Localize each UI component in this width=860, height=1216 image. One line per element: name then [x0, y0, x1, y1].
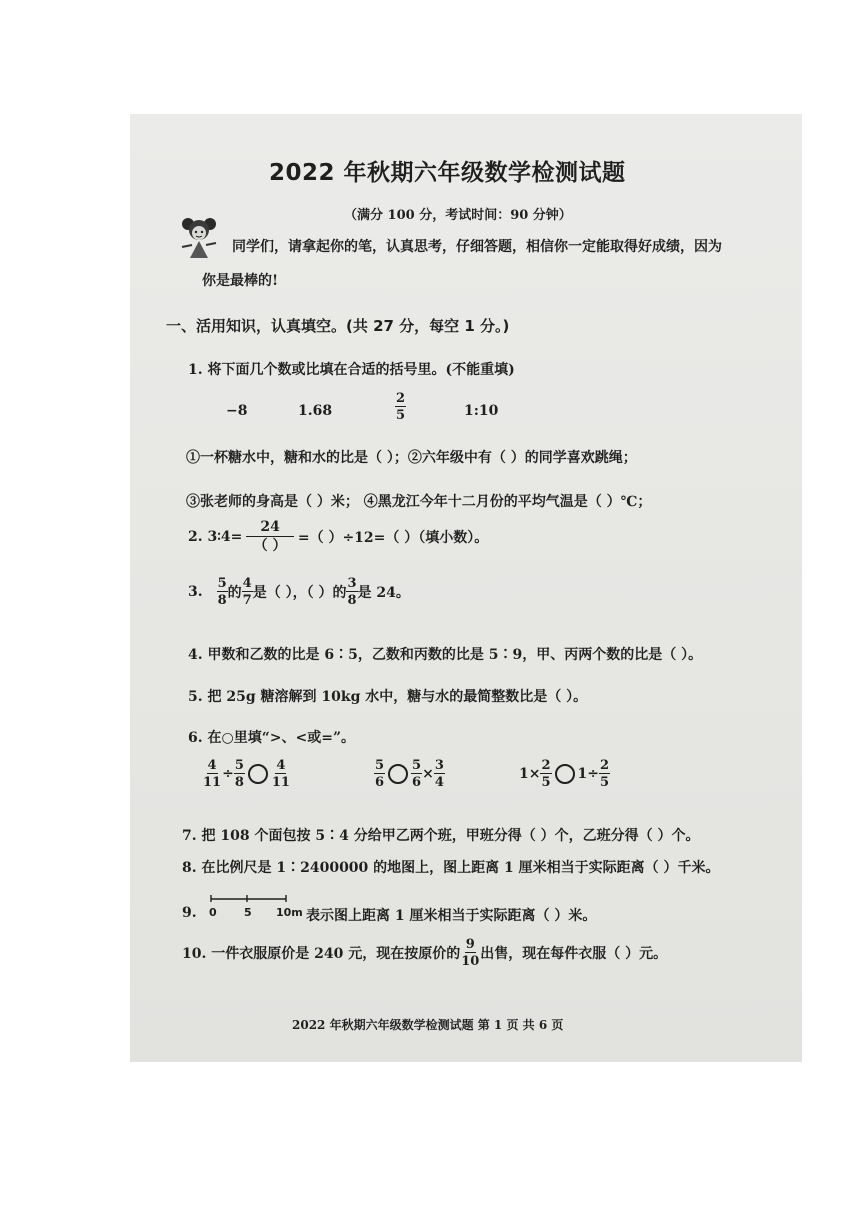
q2-fraction-numerator: 24	[246, 520, 293, 537]
fraction-numerator: 2	[541, 758, 551, 773]
ruler-label: 5	[244, 906, 252, 919]
fraction-denominator: 6	[375, 775, 385, 790]
q5-text: 5. 把 25g 糖溶解到 10kg 水中，糖与水的最简整数比是（ ）。	[188, 689, 588, 705]
q4-text: 4. 甲数和乙数的比是 6∶5，乙数和丙数的比是 5∶9，甲、丙两个数的比是（ ）。	[188, 647, 703, 663]
operator: ÷	[222, 766, 234, 782]
q3-prefix: 3.	[188, 584, 203, 600]
fraction-denominator: 8	[347, 593, 357, 608]
q1-text: 1. 将下面几个数或比填在合适的括号里。(不能重填)	[188, 362, 515, 378]
q1-option: 1.68	[298, 403, 333, 419]
q10-prefix: 10. 一件衣服原价是 240 元，现在按原价的	[182, 946, 461, 962]
fraction-numerator: 5	[234, 758, 244, 773]
q3-line	[188, 577, 410, 607]
fraction-denominator: 11	[271, 775, 290, 790]
cartoon-girl-icon	[178, 214, 220, 260]
fraction-denominator: 6	[412, 775, 422, 790]
q10-suffix: 出售，现在每件衣服（ ）元。	[480, 946, 668, 962]
q1-line-a: ①一杯糖水中，糖和水的比是（ ）；②六年级中有（ ）的同学喜欢跳绳；	[186, 450, 637, 466]
fraction-numerator: 4	[276, 758, 286, 773]
q1-option: −8	[226, 403, 248, 419]
q6-expression-2	[374, 759, 445, 789]
q8-text: 8. 在比例尺是 1∶2400000 的地图上，图上距离 1 厘米相当于实际距离（ ）千米。	[182, 860, 720, 876]
fraction-denominator: 8	[234, 775, 244, 790]
fraction-numerator: 2	[600, 758, 610, 773]
exam-sheet	[130, 114, 802, 1062]
section-1-title: 一、活用知识，认真填空。(共 27 分，每空 1 分。)	[166, 317, 510, 335]
q1-option: 1:10	[464, 403, 499, 419]
q2-prefix: 2. 3∶4=	[188, 528, 243, 545]
fraction-denominator: 5	[396, 408, 406, 423]
page-footer: 2022 年秋期六年级数学检测试题 第 1 页 共 6 页	[292, 1018, 564, 1032]
fraction-numerator: 5	[412, 758, 422, 773]
page-title: 2022 年秋期六年级数学检测试题	[269, 160, 626, 186]
scale-ruler-icon	[208, 895, 290, 903]
expression-text: 1÷	[577, 766, 600, 782]
q9-prefix: 9.	[182, 905, 197, 921]
fraction-numerator: 9	[465, 937, 475, 952]
fraction-numerator: 5	[375, 758, 385, 773]
fraction-denominator: 10	[461, 954, 480, 969]
fraction-numerator: 3	[434, 758, 444, 773]
fraction-denominator: 11	[203, 775, 222, 790]
compare-circle-blank[interactable]	[555, 764, 575, 784]
q3-text: 是（ ），（ ）的	[252, 585, 347, 601]
compare-circle-blank[interactable]	[388, 764, 408, 784]
q3-text: 的	[227, 585, 242, 601]
ruler-label: 10m	[276, 906, 303, 919]
q2-fraction-denominator: （ ）	[253, 538, 287, 554]
q6-text: 6. 在○里填“>、<或=”。	[188, 730, 356, 746]
fraction-denominator: 5	[541, 775, 551, 790]
q2-suffix: =（ ）÷12=（ ）（填小数）。	[297, 529, 489, 546]
q10-line	[182, 938, 667, 968]
exam-subtitle: （满分 100 分，考试时间：90 分钟）	[344, 208, 572, 223]
fraction-numerator: 4	[207, 758, 217, 773]
fraction-denominator: 8	[217, 593, 227, 608]
fraction-numerator: 5	[217, 576, 227, 591]
intro-line-1: 同学们，请拿起你的笔，认真思考，仔细答题，相信你一定能取得好成绩，因为	[232, 239, 722, 255]
q1-line-b: ③张老师的身高是（ ）米； ④黑龙江今年十二月份的平均气温是（ ）℃；	[186, 494, 652, 510]
operator: ×	[422, 766, 434, 782]
fraction-numerator: 2	[396, 391, 406, 406]
compare-circle-blank[interactable]	[248, 764, 268, 784]
fraction-numerator: 3	[347, 576, 357, 591]
expression-text: 1×	[519, 766, 541, 782]
q6-expression-1	[202, 759, 291, 789]
q6-expression-3	[519, 759, 610, 789]
fraction-denominator: 5	[600, 775, 610, 790]
q9-suffix: 表示图上距离 1 厘米相当于实际距离（ ）米。	[306, 908, 597, 924]
q2-line	[188, 520, 488, 553]
q1-option-fraction	[395, 392, 406, 422]
q7-text: 7. 把 108 个面包按 5∶4 分给甲乙两个班，甲班分得（ ）个，乙班分得（ ）个。	[182, 828, 700, 844]
fraction-denominator: 4	[434, 775, 444, 790]
q3-text: 是 24。	[357, 585, 410, 601]
fraction-denominator: 7	[242, 593, 252, 608]
ruler-label: 0	[209, 906, 217, 919]
intro-line-2: 你是最棒的!	[202, 273, 279, 289]
fraction-numerator: 4	[242, 576, 252, 591]
